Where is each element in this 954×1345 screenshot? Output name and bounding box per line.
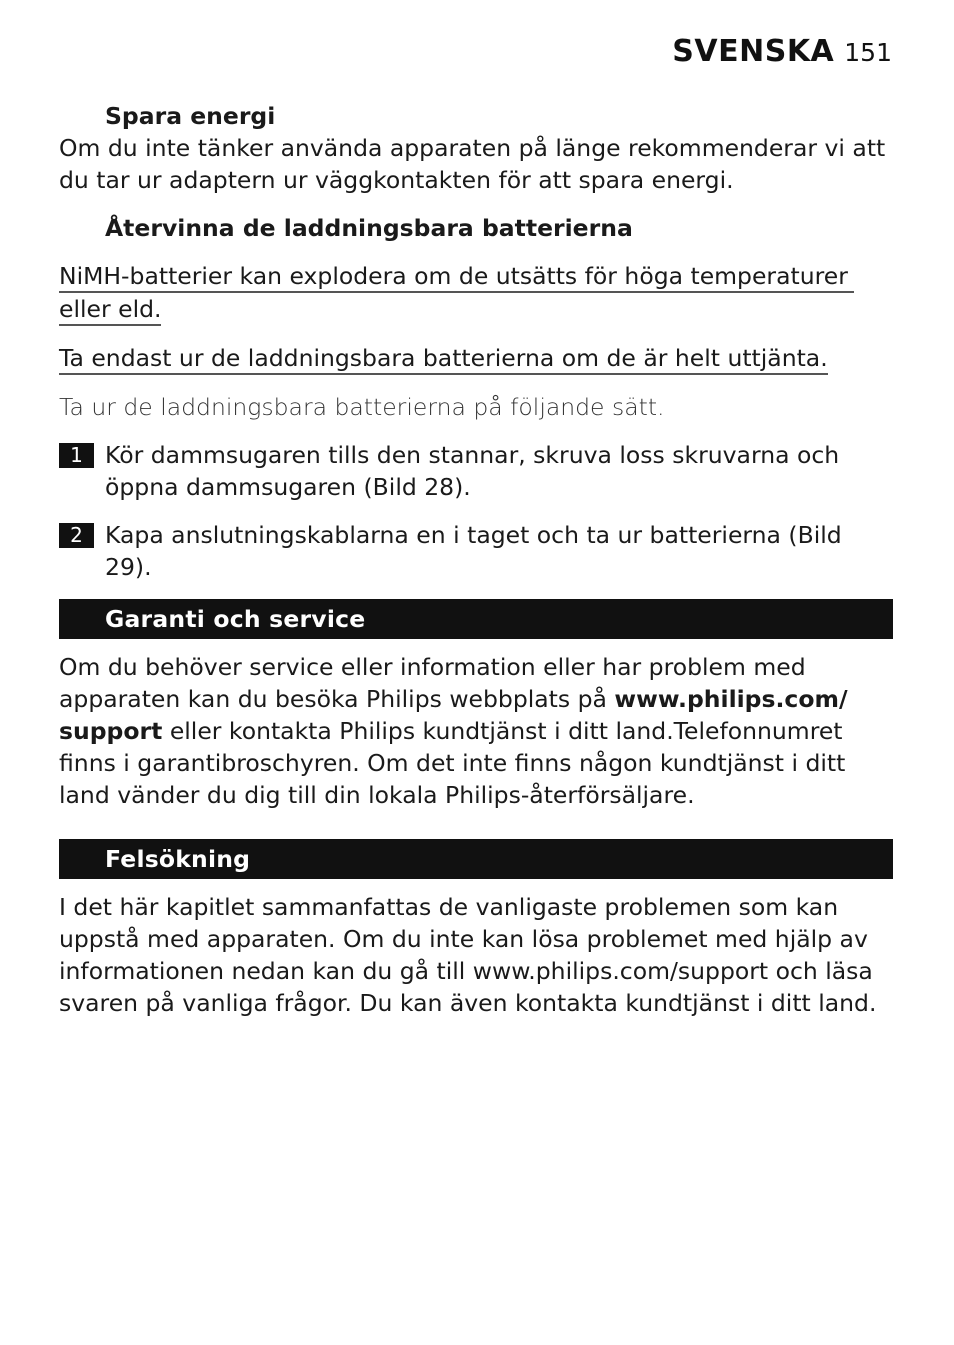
language-label: SVENSKA xyxy=(672,34,835,69)
recycle-intro: Ta ur de laddningsbara batterierna på följande sätt. xyxy=(59,393,665,421)
warning-line: eller eld. xyxy=(59,294,161,326)
step-text: Kör dammsugaren tills den stannar, skruva loss skruvarna och öppna dammsugaren (Bild 28). xyxy=(105,441,840,501)
troubleshooting-section-bar: Felsökning xyxy=(59,839,893,879)
step-text: Kapa anslutningskablarna en i taget och ta ur batterierna (Bild 29). xyxy=(105,521,842,581)
step-item xyxy=(59,519,893,583)
warranty-text-part2: eller kontakta Philips kundtjänst i ditt land.Telefonnumret finns i garantibroschyren. Om det inte finns någon kundtjänst i ditt land vänder du dig till din lokala Philips-återförsäljare. xyxy=(59,717,846,809)
save-energy-heading: Spara energi xyxy=(105,102,276,130)
step-number: 1 xyxy=(59,443,94,468)
recycle-heading: Återvinna de laddningsbara batterierna xyxy=(105,214,633,242)
battery-warning-explode xyxy=(59,260,893,326)
step-item xyxy=(59,439,893,503)
warning-line: Ta endast ur de laddningsbara batterierna om de är helt uttjänta. xyxy=(59,343,828,375)
troubleshooting-text: I det här kapitlet sammanfattas de vanligaste problemen som kan uppstå med apparaten. Om du inte kan lösa problemet med hjälp av informationen nedan kan du gå till www.philips.com/support och läsa svaren på vanliga frågor. Du kan även kontakta kundtjänst i ditt land. xyxy=(59,893,877,1017)
battery-warning-remove xyxy=(59,342,893,375)
warranty-text xyxy=(59,651,893,811)
warning-line: NiMH-batterier kan explodera om de utsätts för höga temperaturer xyxy=(59,261,854,293)
warranty-text-part1: Om du behöver service eller information eller har problem med apparaten kan du besöka Philips webbplats på xyxy=(59,653,806,713)
page-number: 151 xyxy=(844,38,892,67)
support-link[interactable]: www.philips.com/ support xyxy=(59,685,848,745)
page-content xyxy=(59,100,893,1019)
save-energy-text: Om du inte tänker använda apparaten på länge rekommenderar vi att du tar ur adaptern ur väggkontakten för att spara energi. xyxy=(59,134,886,194)
page-header xyxy=(672,34,892,69)
warranty-section-bar: Garanti och service xyxy=(59,599,893,639)
step-number: 2 xyxy=(59,523,94,548)
